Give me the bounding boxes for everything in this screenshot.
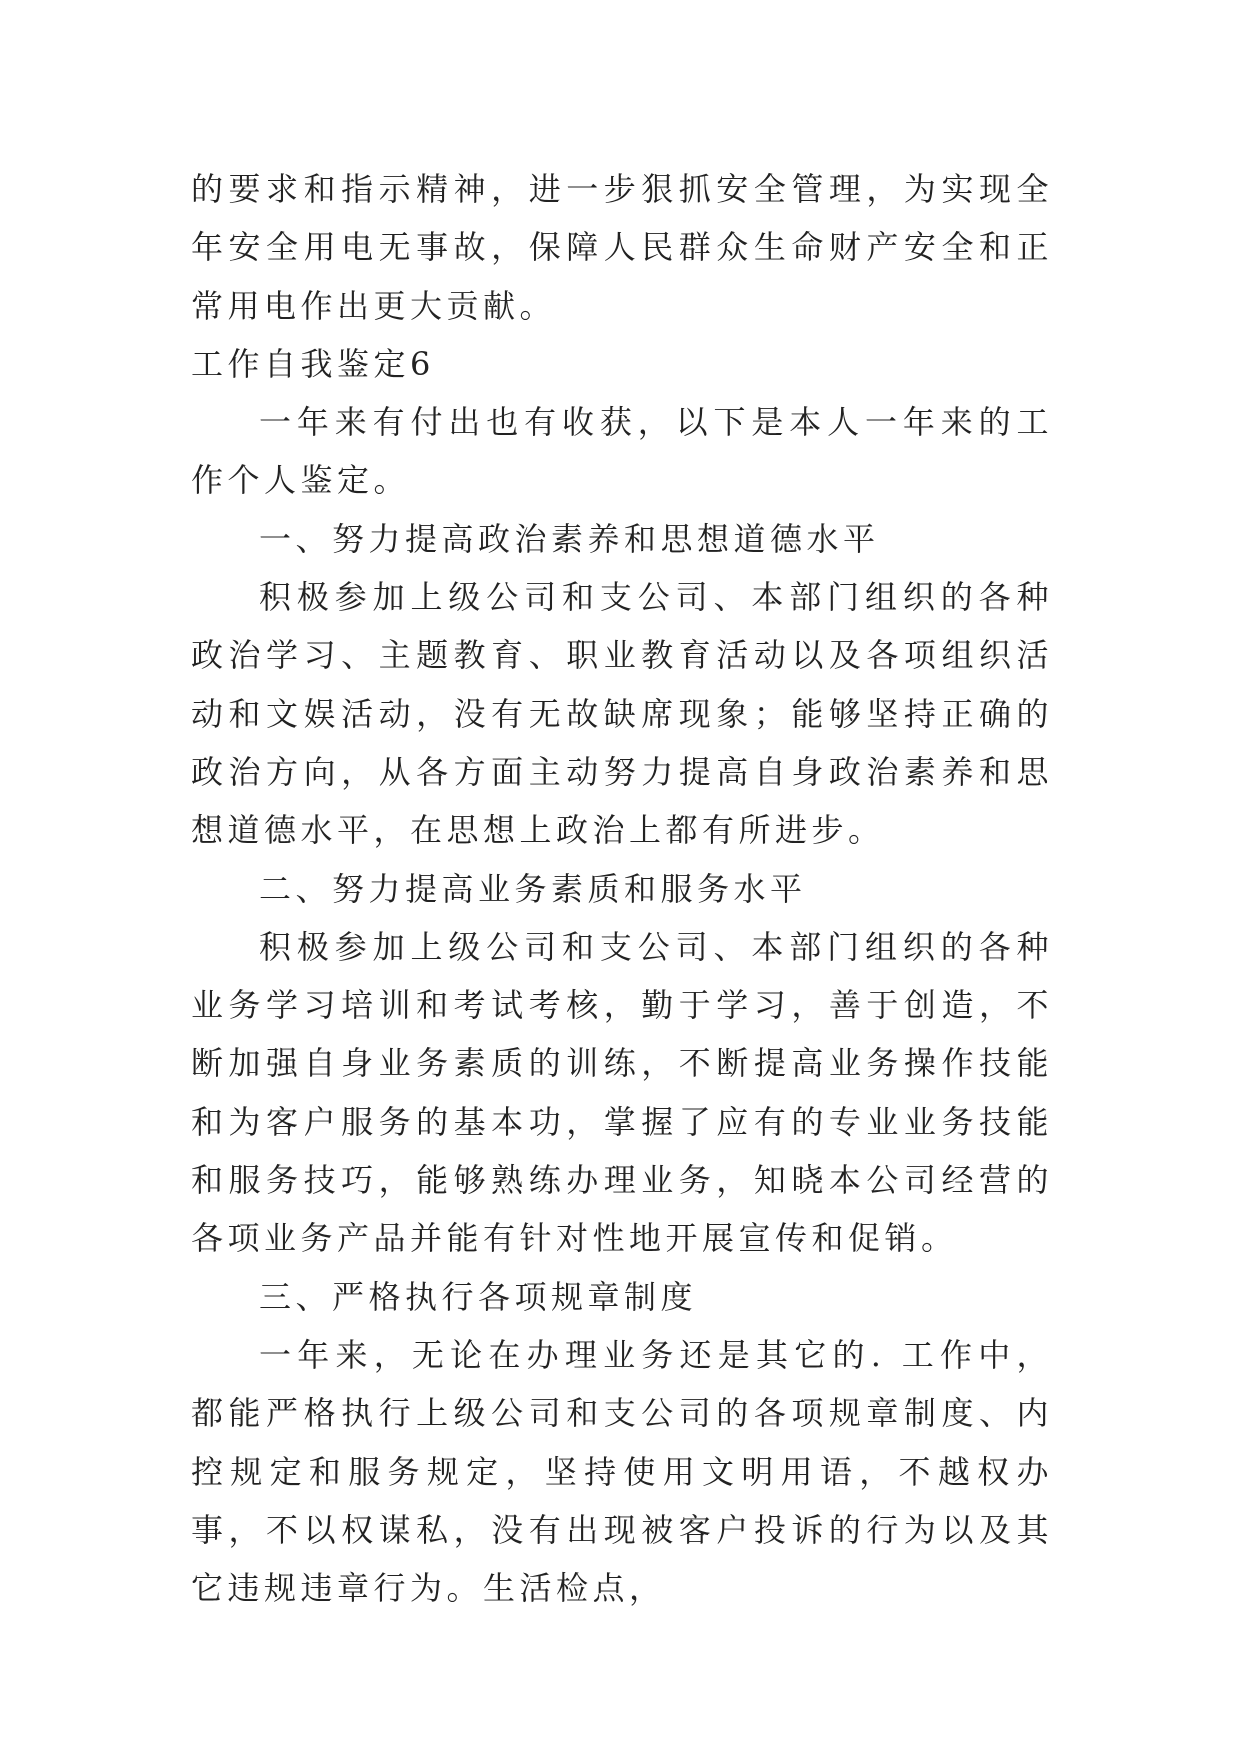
paragraph-intro: 一年来有付出也有收获，以下是本人一年来的工作个人鉴定。 <box>191 403 1053 500</box>
heading-business-quality: 二、努力提高业务素质和服务水平 <box>259 869 807 908</box>
paragraph-political-quality: 积极参加上级公司和支公司、本部门组织的各种政治学习、主题教育、职业教育活动以及各项组织活动和文娱活动，没有无故缺席现象；能够坚持正确的政治方向，从各方面主动努力提高自身政治素养和思想道德水平，在思想上政治上都有所进步。 <box>191 578 1053 850</box>
document-body <box>191 160 1053 1617</box>
paragraph-business-quality: 积极参加上级公司和支公司、本部门组织的各种业务学习培训和考试考核，勤于学习，善于创造，不断加强自身业务素质的训练，不断提高业务操作技能和为客户服务的基本功，掌握了应有的专业业务技能和服务技巧，能够熟练办理业务，知晓本公司经营的各项业务产品并能有针对性地开展宣传和促销。 <box>191 927 1053 1258</box>
section-title: 工作自我鉴定6 <box>191 344 435 383</box>
paragraph-regulations: 一年来，无论在办理业务还是其它的. 工作中，都能严格执行上级公司和支公司的各项规章制度、内控规定和服务规定，坚持使用文明用语，不越权办事，不以权谋私，没有出现被客户投诉的行为以及其它违规违章行为。生活检点， <box>191 1335 1053 1608</box>
heading-political-quality: 一、努力提高政治素养和思想道德水平 <box>259 519 880 558</box>
paragraph-continuation: 的要求和指示精神，进一步狠抓安全管理，为实现全年安全用电无事故，保障人民群众生命财产安全和正常用电作出更大贡献。 <box>191 170 1053 325</box>
heading-regulations: 三、严格执行各项规章制度 <box>259 1277 698 1316</box>
